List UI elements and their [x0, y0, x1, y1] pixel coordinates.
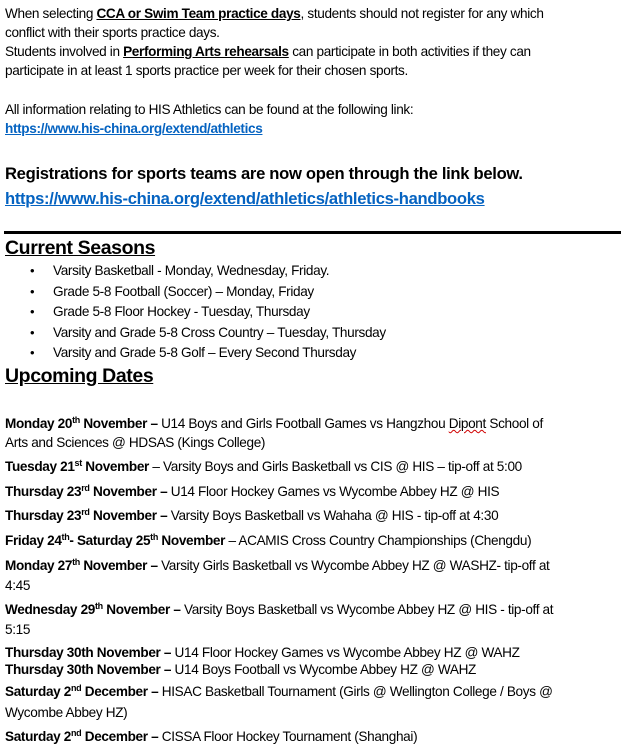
- event-continuation: 4:45: [5, 578, 31, 593]
- bullet-icon: •: [30, 325, 35, 340]
- event-date: Monday 20th November –: [5, 415, 162, 431]
- intro-paragraph-1: [5, 5, 544, 23]
- event-date: Friday 24th- Saturday 25th November: [5, 532, 226, 548]
- event-date: Thursday 23rd November –: [5, 483, 171, 499]
- upcoming-dates-heading: Upcoming Dates: [5, 365, 154, 387]
- athletics-info-text: All information relating to HIS Athletics can be found at the following link:: [5, 102, 414, 117]
- season-list-item: [30, 344, 356, 362]
- bullet-icon: •: [30, 345, 35, 360]
- event-continuation: Wycombe Abbey HZ): [5, 705, 128, 720]
- event-item: [5, 483, 499, 501]
- season-list-item: [30, 324, 386, 342]
- event-description: U14 Boys Football vs Wycombe Abbey HZ @ WAHZ: [174, 662, 477, 677]
- season-list-item: [30, 283, 314, 301]
- event-date: Wednesday 29th November –: [5, 601, 184, 617]
- event-description: – Varsity Boys and Girls Basketball vs CIS @ HIS – tip-off at 5:00: [148, 459, 522, 474]
- season-text: Grade 5-8 Floor Hockey - Tuesday, Thursday: [53, 304, 310, 319]
- season-text: Varsity and Grade 5-8 Golf – Every Second Thursday: [53, 345, 357, 360]
- event-item: [5, 728, 417, 746]
- bullet-icon: •: [30, 284, 35, 299]
- registration-text: Registrations for sports teams are now open through the link below.: [5, 164, 523, 183]
- event-description: HISAC Basketball Tournament (Girls @ Wellington College / Boys @: [161, 684, 553, 699]
- event-item: [5, 683, 553, 701]
- event-date: Saturday 2nd December –: [5, 683, 162, 699]
- season-text: Varsity Basketball - Monday, Wednesday, Friday.: [53, 263, 330, 278]
- event-description: U14 Boys and Girls Football Games vs Hangzhou: [161, 416, 449, 431]
- event-description: Varsity Boys Basketball vs Wahaha @ HIS - tip-off at 4:30: [170, 508, 499, 523]
- event-item: [5, 557, 549, 575]
- event-description: School of: [485, 416, 543, 431]
- emphasis-cca-swim: CCA or Swim Team practice days: [96, 6, 301, 21]
- event-date: Thursday 23rd November –: [5, 507, 171, 523]
- event-description: U14 Floor Hockey Games vs Wycombe Abbey HZ @ WAHZ: [174, 645, 520, 660]
- event-item: [5, 661, 476, 679]
- season-list-item: [30, 262, 329, 280]
- event-date: Monday 27th November –: [5, 557, 162, 573]
- event-item: [5, 458, 522, 476]
- intro-paragraph-1-cont: conflict with their sports practice days.: [5, 25, 220, 40]
- handbooks-link[interactable]: https://www.his-china.org/extend/athletics/athletics-handbooks: [5, 189, 485, 208]
- season-text: Varsity and Grade 5-8 Cross Country – Tuesday, Thursday: [53, 325, 386, 340]
- text: can participate in both activities if they can: [288, 44, 531, 59]
- season-list-item: [30, 303, 310, 321]
- current-seasons-heading: Current Seasons: [5, 237, 156, 259]
- event-item: [5, 532, 531, 550]
- event-description: U14 Floor Hockey Games vs Wycombe Abbey HZ @ HIS: [170, 484, 500, 499]
- athletics-link-line: [5, 120, 262, 138]
- event-continuation: Arts and Sciences @ HDSAS (Kings College): [5, 435, 266, 450]
- event-item: [5, 601, 553, 619]
- bullet-icon: •: [30, 304, 35, 319]
- event-item: [5, 644, 520, 662]
- athletics-link[interactable]: https://www.his-china.org/extend/athletics: [5, 121, 263, 136]
- event-description: – ACAMIS Cross Country Championships (Chengdu): [225, 533, 532, 548]
- event-item: [5, 507, 498, 525]
- event-item: [5, 415, 543, 433]
- intro-paragraph-2: [5, 43, 531, 61]
- text: When selecting: [5, 6, 97, 21]
- event-description: Varsity Girls Basketball vs Wycombe Abbey HZ @ WASHZ- tip-off at: [161, 558, 550, 573]
- event-date: Thursday 30th November –: [5, 662, 175, 677]
- event-date: Tuesday 21st November: [5, 458, 149, 474]
- event-description: CISSA Floor Hockey Tournament (Shanghai): [161, 729, 418, 744]
- registration-link-line: [5, 188, 485, 210]
- season-text: Grade 5-8 Football (Soccer) – Monday, Friday: [53, 284, 314, 299]
- intro-paragraph-2-cont: participate in at least 1 sports practice per week for their chosen sports.: [5, 63, 408, 78]
- spellcheck-flagged-word[interactable]: Dipont: [448, 416, 486, 431]
- event-date: Saturday 2nd December –: [5, 728, 162, 744]
- event-continuation: 5:15: [5, 622, 31, 637]
- text: Students involved in: [5, 44, 124, 59]
- emphasis-performing-arts: Performing Arts rehearsals: [123, 44, 289, 59]
- bullet-icon: •: [30, 263, 35, 278]
- event-date: Thursday 30th November –: [5, 645, 175, 660]
- text: , students should not register for any which: [300, 6, 544, 21]
- horizontal-divider: [4, 231, 621, 234]
- event-description: Varsity Boys Basketball vs Wycombe Abbey HZ @ HIS - tip-off at: [183, 602, 554, 617]
